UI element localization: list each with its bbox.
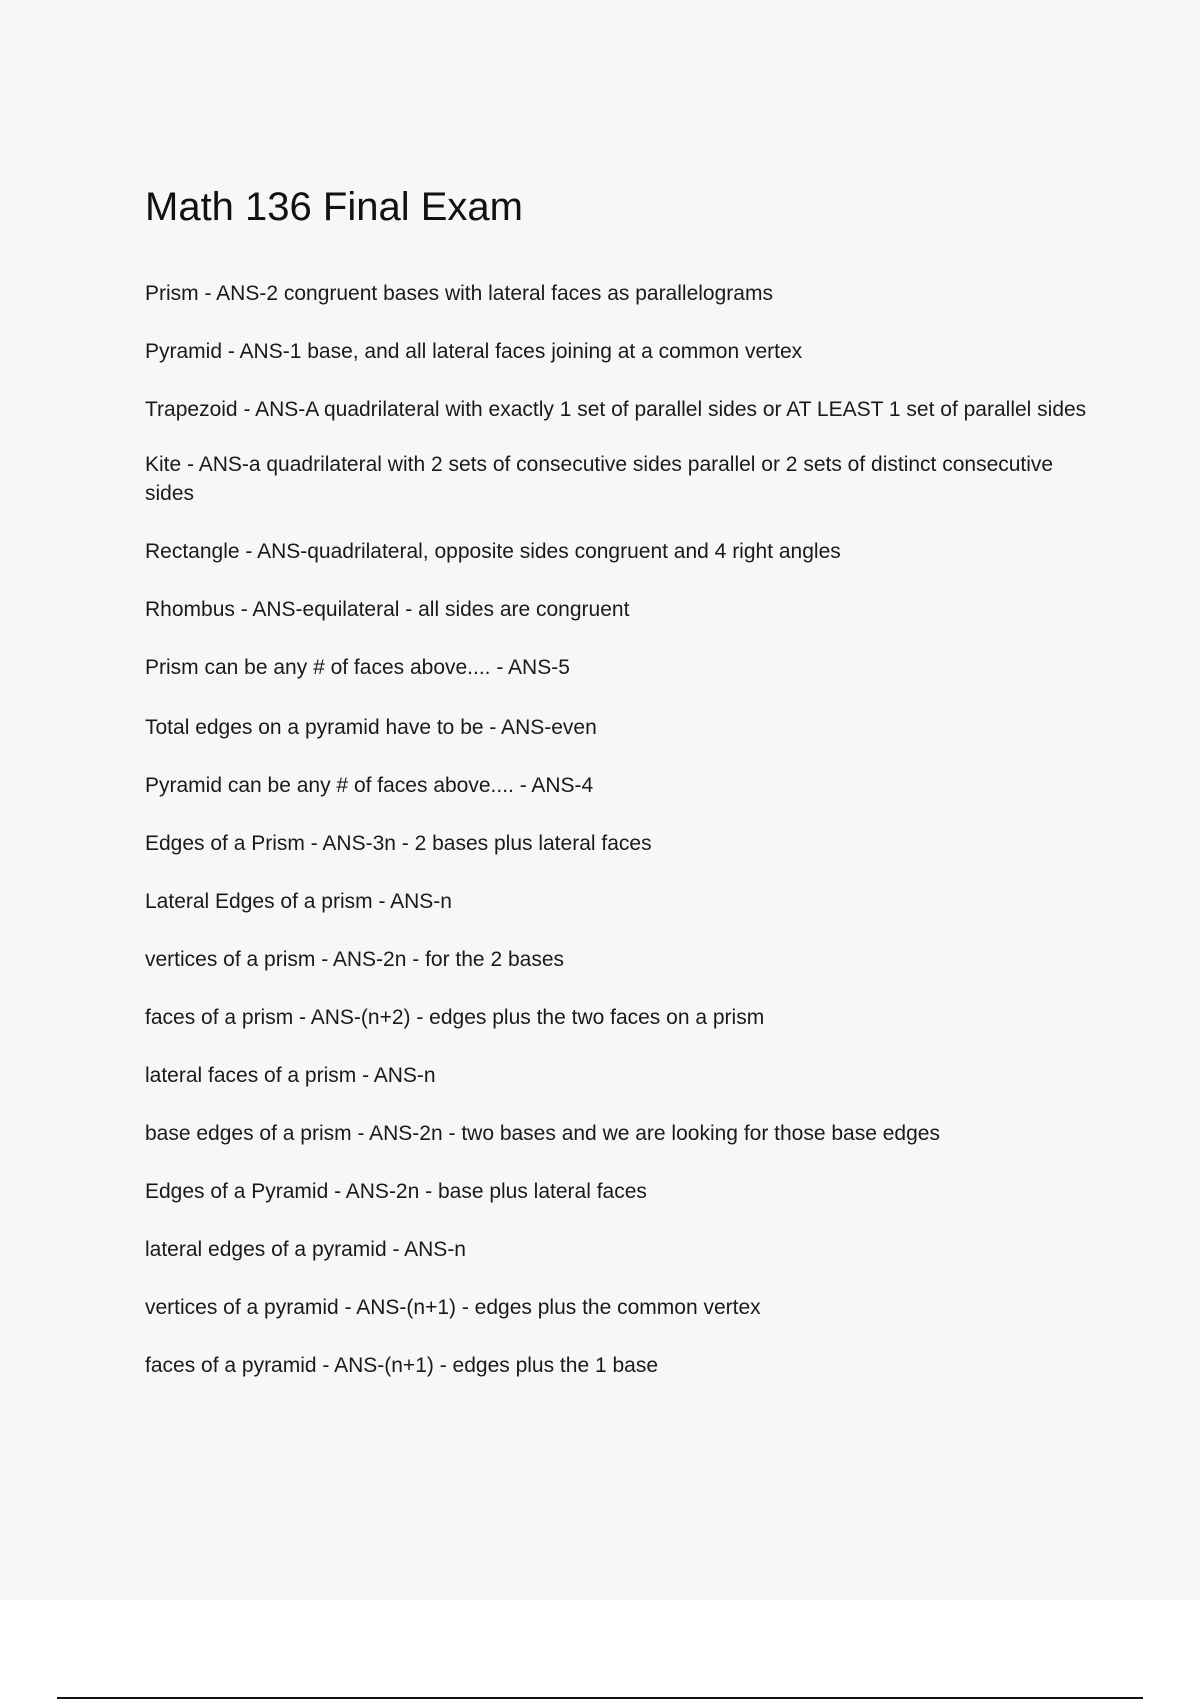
list-item: Lateral Edges of a prism - ANS-n: [145, 890, 452, 913]
list-item: Edges of a Pyramid - ANS-2n - base plus lateral faces: [145, 1180, 647, 1203]
list-item: Edges of a Prism - ANS-3n - 2 bases plus lateral faces: [145, 832, 652, 855]
list-item: Total edges on a pyramid have to be - ANS-even: [145, 716, 597, 739]
list-item: Pyramid can be any # of faces above.... - ANS-4: [145, 774, 594, 797]
list-item: Pyramid - ANS-1 base, and all lateral faces joining at a common vertex: [145, 340, 803, 363]
list-item: Rectangle - ANS-quadrilateral, opposite sides congruent and 4 right angles: [145, 540, 841, 563]
list-item: Trapezoid - ANS-A quadrilateral with exactly 1 set of parallel sides or AT LEAST 1 set of parallel sides: [145, 398, 1087, 421]
list-item: faces of a prism - ANS-(n+2) - edges plus the two faces on a prism: [145, 1006, 765, 1029]
list-item: Prism - ANS-2 congruent bases with lateral faces as parallelograms: [145, 282, 773, 305]
list-item: lateral faces of a prism - ANS-n: [145, 1064, 436, 1087]
list-item: vertices of a prism - ANS-2n - for the 2 bases: [145, 948, 564, 971]
list-item: lateral edges of a pyramid - ANS-n: [145, 1238, 466, 1261]
list-item: base edges of a prism - ANS-2n - two bases and we are looking for those base edges: [145, 1122, 940, 1145]
qa-list: [145, 279, 1095, 1380]
footer-rule: [57, 1697, 1143, 1699]
list-item: Rhombus - ANS-equilateral - all sides are congruent: [145, 598, 630, 621]
list-item: faces of a pyramid - ANS-(n+1) - edges plus the 1 base: [145, 1354, 659, 1377]
list-item: vertices of a pyramid - ANS-(n+1) - edges plus the common vertex: [145, 1296, 761, 1319]
page-title: Math 136 Final Exam: [145, 185, 523, 229]
list-item: Prism can be any # of faces above.... - ANS-5: [145, 656, 570, 679]
list-item: Kite - ANS-a quadrilateral with 2 sets of consecutive sides parallel or 2 sets of distinct consecutive sides: [145, 453, 1054, 505]
